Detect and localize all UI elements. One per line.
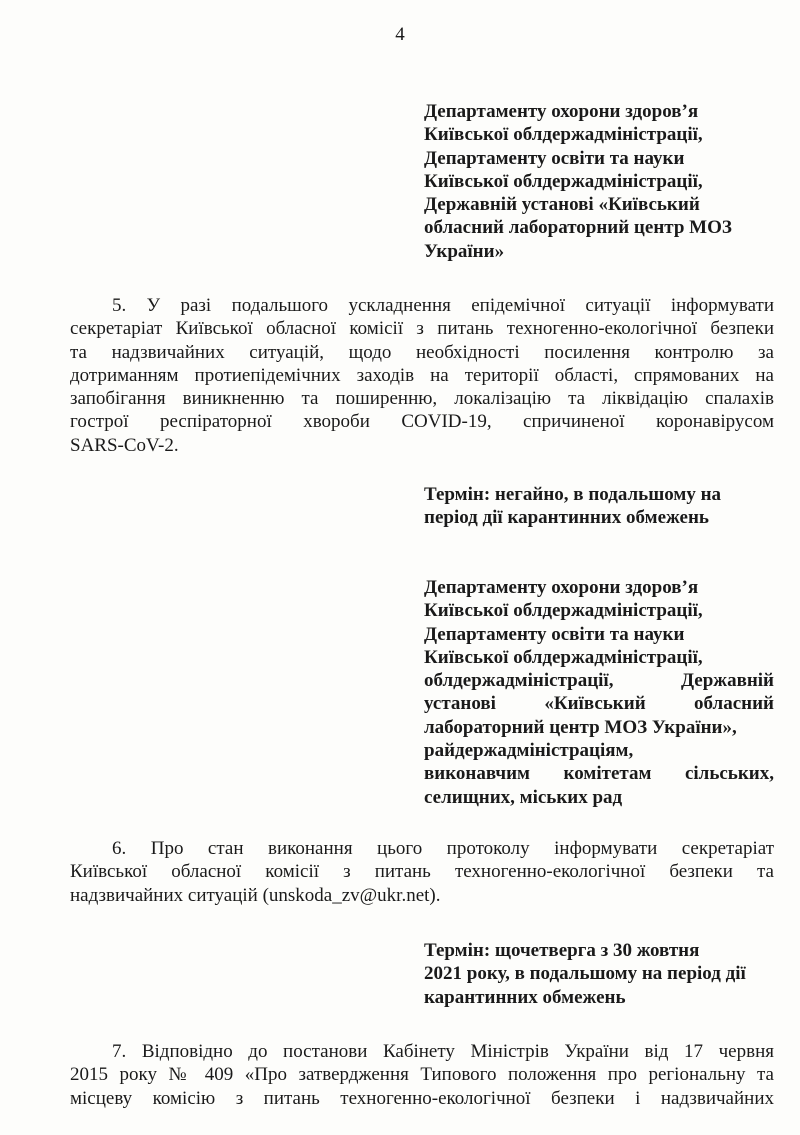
addressee-line: Департаменту освіти та науки: [424, 147, 685, 169]
paragraph-line: та надзвичайних ситуацій, щодо необхідності посилення контролю за: [70, 341, 774, 363]
paragraph-line: Київської обласної комісії з питань техногенно-екологічної безпеки та: [70, 861, 774, 883]
paragraph-line: 5. У разі подальшого ускладнення епідемічної ситуації інформувати: [112, 295, 774, 316]
addressee-line: Департаменту охорони здоров’я: [424, 101, 699, 122]
term-block-1: [424, 483, 774, 530]
paragraph-line: 6. Про стан виконання цього протоколу інформувати секретаріат: [112, 838, 774, 859]
addressee-line: Державній установі «Київський: [424, 194, 700, 216]
addressee-line: Київської облдержадміністрації,: [424, 170, 703, 192]
term-block-2: [424, 939, 774, 1009]
page-number: 4: [395, 24, 405, 45]
term-line: 2021 року, в подальшому на період дії: [424, 963, 746, 985]
addressee-line: Київської облдержадміністрації,: [424, 646, 703, 668]
paragraph-line: місцеву комісію з питань техногенно-екологічної безпеки і надзвичайних: [70, 1087, 774, 1109]
paragraph-7: [70, 1040, 774, 1110]
addressee-line: лабораторний центр МОЗ України»,: [424, 716, 737, 738]
addressee-line: Департаменту освіти та науки: [424, 623, 685, 645]
addressee-line: Київської облдержадміністрації,: [424, 124, 703, 146]
paragraph-line: секретаріат Київської обласної комісії з питань техногенно-екологічної безпеки: [70, 318, 774, 340]
term-line: карантинних обмежень: [424, 986, 626, 1008]
addressee-line: райдержадміністраціям,: [424, 740, 634, 762]
paragraph-line: гострої респіраторної хвороби COVID-19, спричиненої коронавірусом: [70, 411, 774, 433]
addressee-line: облдержадміністрації, Державній: [424, 670, 774, 692]
addressees-block-2: [424, 576, 774, 809]
addressee-line: установі «Київський обласний: [424, 693, 774, 715]
paragraph-line: дотриманням протиепідемічних заходів на території області, спрямованих на: [70, 364, 774, 386]
addressee-line: селищних, міських рад: [424, 786, 623, 808]
term-line: період дії карантинних обмежень: [424, 507, 709, 529]
term-line: Термін: щочетверга з 30 жовтня: [424, 940, 700, 961]
paragraph-5: [70, 294, 774, 457]
paragraph-6: [70, 837, 774, 907]
addressee-line: України»: [424, 240, 505, 262]
paragraph-line: SARS-CoV-2.: [70, 434, 179, 456]
paragraph-line: надзвичайних ситуацій (unskoda_zv@ukr.net).: [70, 884, 441, 906]
addressee-line: обласний лабораторний центр МОЗ: [424, 217, 732, 239]
addressees-block-1: [424, 100, 774, 263]
paragraph-line: 2015 року № 409 «Про затвердження Типового положення про регіональну та: [70, 1064, 774, 1086]
term-line: Термін: негайно, в подальшому на: [424, 484, 722, 505]
addressee-line: Київської облдержадміністрації,: [424, 600, 703, 622]
paragraph-line: 7. Відповідно до постанови Кабінету Міністрів України від 17 червня: [112, 1041, 774, 1062]
addressee-line: виконавчим комітетам сільських,: [424, 763, 774, 785]
paragraph-line: запобігання виникненню та поширенню, локалізацію та ліквідацію спалахів: [70, 388, 774, 410]
addressee-line: Департаменту охорони здоров’я: [424, 577, 699, 598]
